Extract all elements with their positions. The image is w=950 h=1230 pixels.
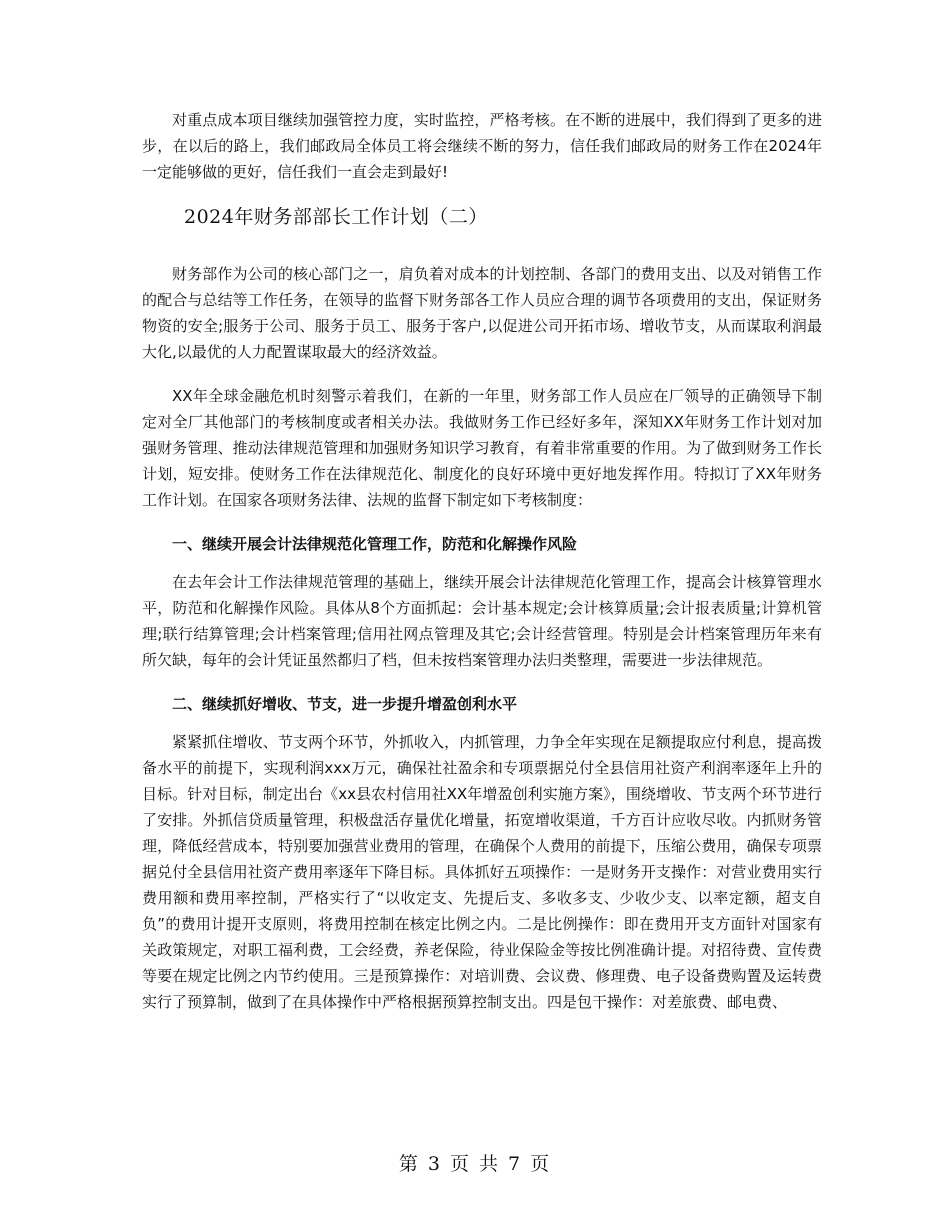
paragraph-annual-plan: XX年全球金融危机时刻警示着我们，在新的一年里，财务部工作人员应在厂领导的正确领导下制定对全厂其他部门的考核制度或者相关办法。我做财务工作已经好多年，深知XX年财务工作计划对加强财务管理、推动法律规范管理和加强财务知识学习教育，有着非常重要的作用。为了做到财务工作长计划，短安排。使财务工作在法律规范化、制度化的良好环境中更好地发挥作用。特拟订了XX年财务工作计划。在国家各项财务法律、法规的监督下制定如下考核制度： [142,387,822,509]
section-2-body: 紧紧抓住增收、节支两个环节，外抓收入，内抓管理，力争全年实现在足额提取应付利息，提高拨备水平的前提下，实现利润xxx万元，确保社社盈余和专项票据兑付全县信用社资产利润率逐年上升的目标。针对目标，制定出台《xx县农村信用社XX年增盈创利实施方案》，围绕增收、节支两个环节进行了安排。外抓信贷质量管理，积极盘活存量优化增量，拓宽增收渠道，千方百计应收尽收。内抓财务管理，降低经营成本，特别要加强营业费用的管理，在确保个人费用的前提下，压缩公费用，确保专项票据兑付全县信用社资产费用率逐年下降目标。具体抓好五项操作：一是财务开支操作：对营业费用实行费用额和费用率控制，严格实行了“以收定支、先提后支、多收多支、少收少支、以率定额，超支自负”的费用计提开支原则，将费用控制在核定比例之内。二是比例操作：即在费用开支方面针对国家有关政策规定，对职工福利费，工会经费，养老保险，待业保险金等按比例准确计提。对招待费、宣传费等要在规定比例之内节约使用。三是预算操作：对培训费、会议费、修理费、电子设备费购置及运转费实行了预算制，做到了在具体操作中严格根据预算控制支出。四是包干操作：对差旅费、邮电费、 [142,733,822,1011]
section-2-title: 二、继续抓好增收、节支，进一步提升增盈创利水平 [172,695,518,713]
document-title: 2024年财务部部长工作计划（二） [184,206,488,228]
page-indicator: 第 3 页 共 7 页 [398,1153,552,1175]
paragraph-role-of-finance: 财务部作为公司的核心部门之一，肩负着对成本的计划控制、各部门的费用支出、以及对销售工作的配合与总结等工作任务，在领导的监督下财务部各工作人员应合理的调节各项费用的支出，保证财务物资的安全;服务于公司、服务于员工、服务于客户,以促进公司开拓市场、增收节支，从而谋取利润最大化,以最优的人力配置谋取最大的经济效益。 [142,265,822,361]
section-1-title: 一、继续开展会计法律规范化管理工作，防范和化解操作风险 [172,535,578,553]
document-body [142,107,822,1015]
section-1-body: 在去年会计工作法律规范管理的基础上，继续开展会计法律规范化管理工作，提高会计核算管理水平，防范和化解操作风险。具体从8个方面抓起：会计基本规定;会计核算质量;会计报表质量;计算机管理;联行结算管理;会计档案管理;信用社网点管理及其它;会计经营管理。特别是会计档案管理历年来有所欠缺，每年的会计凭证虽然都归了档，但未按档案管理办法归类整理，需要进一步法律规范。 [142,573,822,669]
intro-paragraph: 对重点成本项目继续加强管控力度，实时监控，严格考核。在不断的进展中，我们得到了更多的进步，在以后的路上，我们邮政局全体员工将会继续不断的努力，信任我们邮政局的财务工作在2024年一定能够做的更好，信任我们一直会走到最好! [142,111,822,181]
